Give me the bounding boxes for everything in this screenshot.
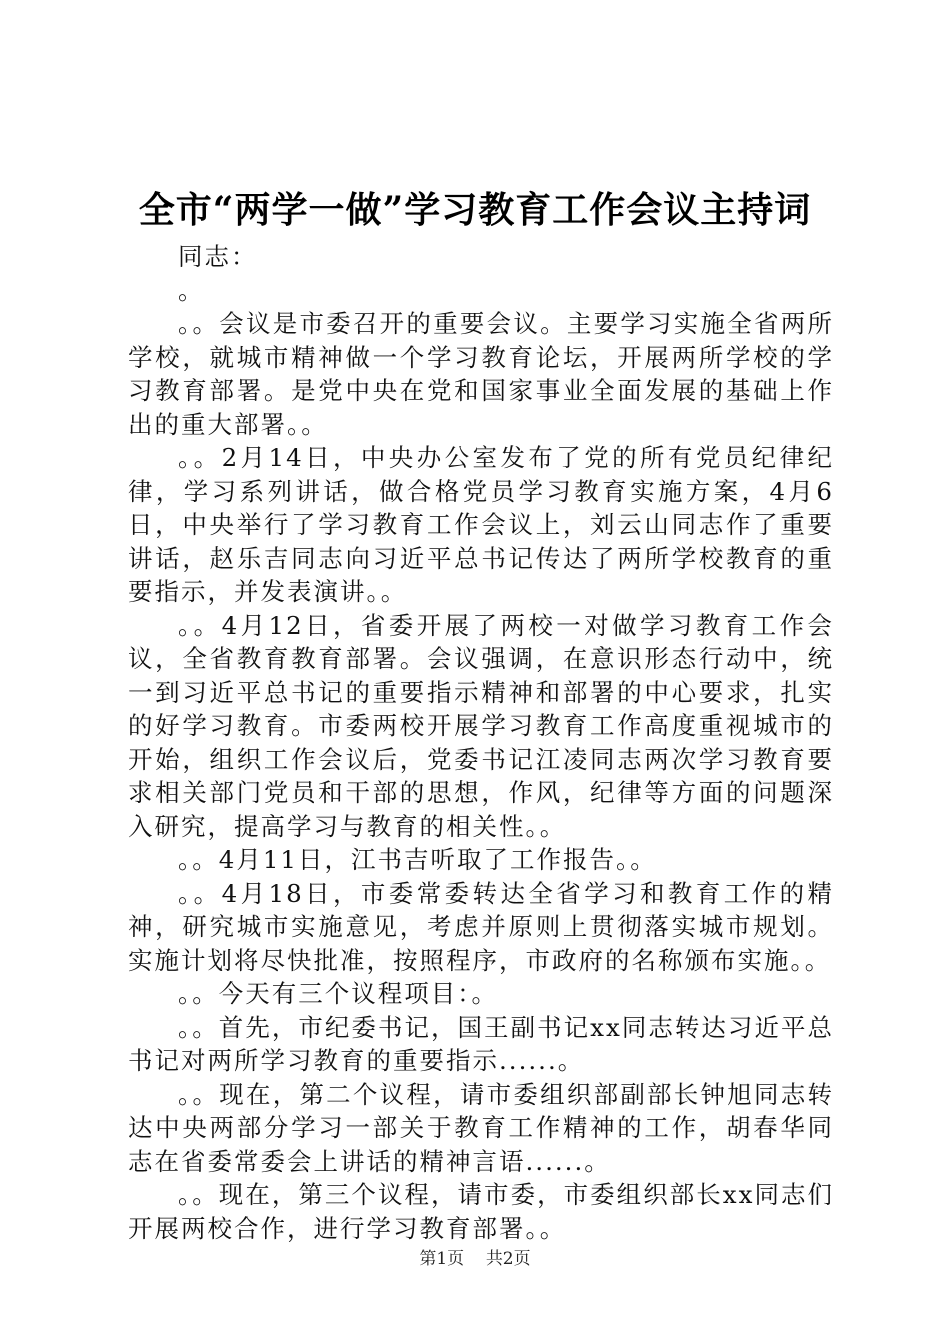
page-footer (0, 1244, 950, 1269)
paragraph: 。。2月14日，中央办公室发布了党的所有党员纪律纪律，学习系列讲话，做合格党员学习教育实施方案，4月6日，中央举行了学习教育工作会议上，刘云山同志作了重要讲话，赵乐吉同志向习近平总书记传达了两所学校教育的重要指示，并发表演讲。。 (128, 443, 834, 606)
page-total: 共2页 (485, 1249, 531, 1269)
paragraph: 。。4月11日，江书吉听取了工作报告。。 (178, 845, 657, 874)
paragraph: 。 (178, 275, 205, 305)
paragraph: 。。现在，第三个议程，请市委，市委组织部长xx同志们开展两校合作，进行学习教育部署。。 (128, 1180, 834, 1243)
paragraph: 。。首先，市纪委书记，国王副书记xx同志转达习近平总书记对两所学习教育的重要指示......。 (128, 1012, 834, 1075)
paragraph: 。。今天有三个议程项目：。 (178, 979, 498, 1008)
page-number: 第1页 (419, 1249, 465, 1269)
document-body (128, 240, 834, 1245)
paragraph: 。。现在，第二个议程，请市委组织部副部长钟旭同志转达中央两部分学习一部关于教育工作精神的工作，胡春华同志在省委常委会上讲话的精神言语......。 (128, 1079, 834, 1176)
paragraph: 。。4月18日，市委常委转达全省学习和教育工作的精神，研究城市实施意见，考虑并原则上贯彻落实城市规划。实施计划将尽快批准，按照程序，市政府的名称颁布实施。。 (128, 878, 834, 975)
document-title: 全市“两学一做”学习教育工作会议主持词 (138, 189, 812, 231)
paragraph-salutation: 同志： (178, 242, 258, 271)
paragraph: 。。会议是市委召开的重要会议。主要学习实施全省两所学校，就城市精神做一个学习教育论坛，开展两所学校的学习教育部署。是党中央在党和国家事业全面发展的基础上作出的重大部署。。 (128, 309, 834, 439)
paragraph: 。。4月12日，省委开展了两校一对做学习教育工作会议，全省教育教育部署。会议强调，在意识形态行动中，统一到习近平总书记的重要指示精神和部署的中心要求，扎实的好学习教育。市委两校开展学习教育工作高度重视城市的开始，组织工作会议后，党委书记江凌同志两次学习教育要求相关部门党员和干部的思想，作风，纪律等方面的问题深入研究，提高学习与教育的相关性。。 (128, 610, 834, 841)
